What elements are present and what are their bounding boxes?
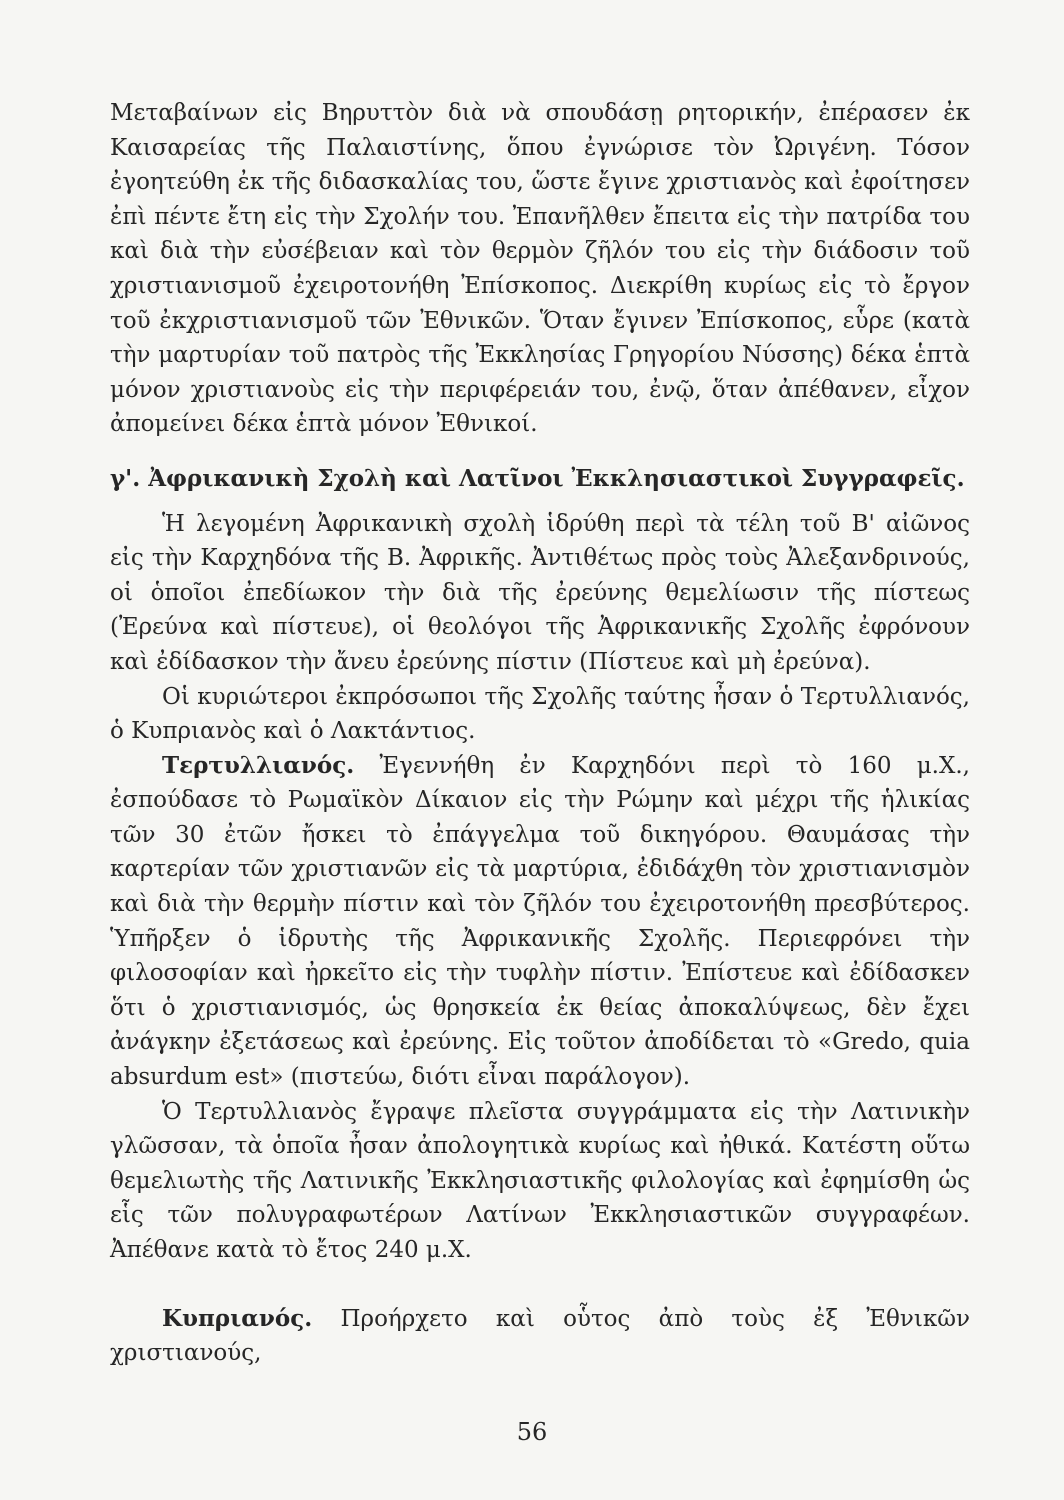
paragraph-representatives: Οἱ κυριώτεροι ἐκπρόσωποι τῆς Σχολῆς ταύτης ἦσαν ὁ Τερτυλλιανός, ὁ Κυπριανὸς καὶ ὁ Λακτάντιος. (110, 683, 970, 745)
paragraph-tertullian (110, 749, 970, 1095)
tertullian-text: Ἐγεννήθη ἐν Καρχηδόνι περὶ τὸ 160 μ.Χ., ἐσπούδασε τὸ Ρωμαϊκὸν Δίκαιον εἰς τὴν Ρώμην καὶ μέχρι τῆς ἡλικίας τῶν 30 ἐτῶν ἤσκει τὸ ἐπάγγελμα τοῦ δικηγόρου. Θαυμάσας τὴν καρτερίαν τῶν χριστιανῶν εἰς τὰ μαρτύρια, ἐδιδάχθη τὸν χριστιανισμὸν καὶ διὰ τὴν θερμὴν πίστιν καὶ τὸν ζῆλόν του ἐχειροτονήθη πρεσβύτερος. Ὑπῆρξεν ὁ ἱδρυτὴς τῆς Ἀφρικανικῆς Σχολῆς. Περιεφρόνει τὴν φιλοσοφίαν καὶ ἠρκεῖτο εἰς τὴν τυφλὴν πίστιν. Ἐπίστευε καὶ ἐδίδασκεν ὅτι ὁ χριστιανισμός, ὡς θρησκεία ἐκ θείας ἀποκαλύψεως, δὲν ἔχει ἀνάγκην ἐξετάσεως καὶ ἐρεύνης. Εἰς τοῦτον ἀποδίδεται τὸ «Gredo, quia absurdum est» (πιστεύω, διότι εἶναι παράλογον). (110, 752, 970, 1091)
paragraph-african-school: Ἡ λεγομένη Ἀφρικανικὴ σχολὴ ἱδρύθη περὶ τὰ τέλη τοῦ Β' αἰῶνος εἰς τὴν Καρχηδόνα τῆς Β. Ἀφρικῆς. Ἀντιθέτως πρὸς τοὺς Ἀλεξανδρινούς, οἱ ὁποῖοι ἐπεδίωκον τὴν διὰ τῆς ἐρεύνης θεμελίωσιν τῆς πίστεως (Ἐρεύνα καὶ πίστευε), οἱ θεολόγοι τῆς Ἀφρικανικῆς Σχολῆς ἐφρόνουν καὶ ἐδίδασκον τὴν ἄνευ ἐρεύνης πίστιν (Πίστευε καὶ μὴ ἐρεύνα). (110, 510, 970, 675)
paragraph-gap (110, 1268, 970, 1302)
tertullian-name: Τερτυλλιανός. (162, 751, 355, 779)
body-text (110, 96, 970, 1371)
section-heading: γ'. Ἀφρικανικὴ Σχολὴ καὶ Λατῖνοι Ἐκκλησιαστικοὶ Συγγραφεῖς. (110, 464, 965, 492)
page-number: 56 (516, 1418, 548, 1446)
paragraph-cyprian (110, 1302, 970, 1371)
cyprian-name: Κυπριανός. (162, 1304, 313, 1332)
paragraph-gregory-thaumaturgus: Μεταβαίνων εἰς Βηρυττὸν διὰ νὰ σπουδάσῃ ρητορικήν, ἐπέρασεν ἐκ Καισαρείας τῆς Παλαιστίνης, ὅπου ἐγνώρισε τὸν Ὠριγένη. Τόσον ἐγοητεύθη ἐκ τῆς διδασκαλίας του, ὥστε ἔγινε χριστιανὸς καὶ ἐφοίτησεν ἐπὶ πέντε ἔτη εἰς τὴν Σχολήν του. Ἐπανῆλθεν ἔπειτα εἰς τὴν πατρίδα του καὶ διὰ τὴν εὐσέβειαν καὶ τὸν θερμὸν ζῆλόν του εἰς τὴν διάδοσιν τοῦ χριστιανισμοῦ ἐχειροτονήθη Ἐπίσκοπος. Διεκρίθη κυρίως εἰς τὸ ἔργον τοῦ ἐκχριστιανισμοῦ τῶν Ἐθνικῶν. Ὅταν ἔγινεν Ἐπίσκοπος, εὗρε (κατὰ τὴν μαρτυρίαν τοῦ πατρὸς τῆς Ἐκκλησίας Γρηγορίου Νύσσης) δέκα ἑπτὰ μόνον χριστιανοὺς εἰς τὴν περιφέρειάν του, ἐνῷ, ὅταν ἀπέθανεν, εἶχον ἀπομείνει δέκα ἑπτὰ μόνον Ἐθνικοί. (110, 100, 970, 438)
cyprian-text: Προήρχετο καὶ οὗτος ἀπὸ τοὺς ἐξ Ἐθνικῶν χριστιανούς, (110, 1305, 971, 1367)
paragraph-tertullian-works: Ὁ Τερτυλλιανὸς ἔγραψε πλεῖστα συγγράμματα εἰς τὴν Λατινικὴν γλῶσσαν, τὰ ὁποῖα ἦσαν ἀπολογητικὰ κυρίως καὶ ἠθικά. Κατέστη οὕτω θεμελιωτὴς τῆς Λατινικῆς Ἐκκλησιαστικῆς φιλολογίας καὶ ἐφημίσθη ὡς εἷς τῶν πολυγραφωτέρων Λατίνων Ἐκκλησιαστικῶν συγγραφέων. Ἀπέθανε κατὰ τὸ ἔτος 240 μ.Χ. (110, 1098, 970, 1263)
